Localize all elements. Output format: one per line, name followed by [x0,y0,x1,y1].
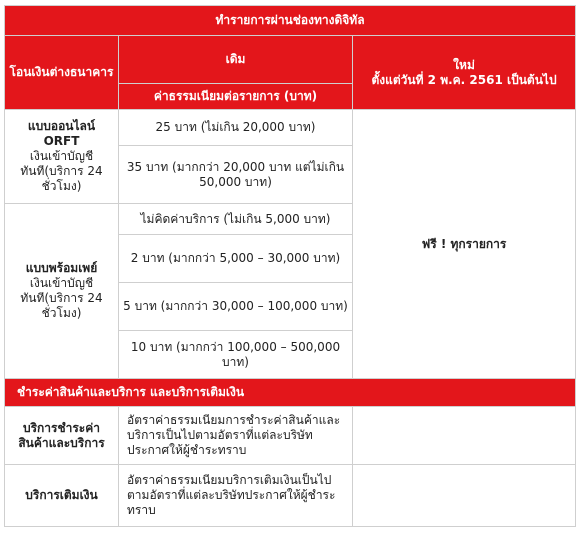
orft-title-line1: แบบออนไลน์ [27,119,96,133]
section2-title: ชำระค่าสินค้าและบริการ และบริการเติมเงิน [5,379,576,407]
orft-fee-row: 25 บาท (ไม่เกิน 20,000 บาท) [119,110,353,146]
promptpay-fee-row: ไม่คิดค่าบริการ (ไม่เกิน 5,000 บาท) [119,204,353,235]
col-header-transfer: โอนเงินต่างธนาคาร [5,36,119,110]
orft-subtitle: เงินเข้าบัญชีทันที(บริการ 24 ชั่วโมง) [20,149,103,193]
col-header-old: เดิม [119,36,353,84]
col-header-new [353,36,576,110]
section2-row-desc: อัตราค่าธรรมเนียมบริการเติมเงินเป็นไปตามอัตราที่แต่ละบริษัทประกาศให้ผู้ชำระทราบ [119,465,353,527]
col-header-new-line1: ใหม่ [453,57,475,72]
orft-label-cell [5,110,119,204]
col-header-fee: ค่าธรรมเนียมต่อรายการ (บาท) [119,84,353,110]
promptpay-fee-row: 10 บาท (มากกว่า 100,000 – 500,000 บาท) [119,331,353,379]
fee-table [4,5,576,527]
section2-row-label: บริการเติมเงิน [5,465,119,527]
col-header-new-line2: ตั้งแต่วันที่ 2 พ.ค. 2561 เป็นต้นไป [371,72,557,87]
section2-row-empty [353,407,576,465]
section2-row-desc: อัตราค่าธรรมเนียมการชำระค่าสินค้าและบริการเป็นไปตามอัตราที่แต่ละบริษัทประกาศให้ผู้ชำระทราบ [119,407,353,465]
orft-title-line2: ORFT [43,134,80,148]
section2-row-label: บริการชำระค่าสินค้าและบริการ [5,407,119,465]
orft-fee-row: 35 บาท (มากกว่า 20,000 บาท แต่ไม่เกิน 50,000 บาท) [119,146,353,204]
section2-row-empty [353,465,576,527]
promptpay-fee-row: 2 บาท (มากกว่า 5,000 – 30,000 บาท) [119,235,353,283]
promptpay-title: แบบพร้อมเพย์ [25,261,98,275]
promptpay-label-cell [5,204,119,379]
table-title: ทำรายการผ่านช่องทางดิจิทัล [5,6,576,36]
free-cell: ฟรี ! ทุกรายการ [353,110,576,379]
promptpay-fee-row: 5 บาท (มากกว่า 30,000 – 100,000 บาท) [119,283,353,331]
promptpay-subtitle: เงินเข้าบัญชีทันที(บริการ 24 ชั่วโมง) [20,276,103,320]
